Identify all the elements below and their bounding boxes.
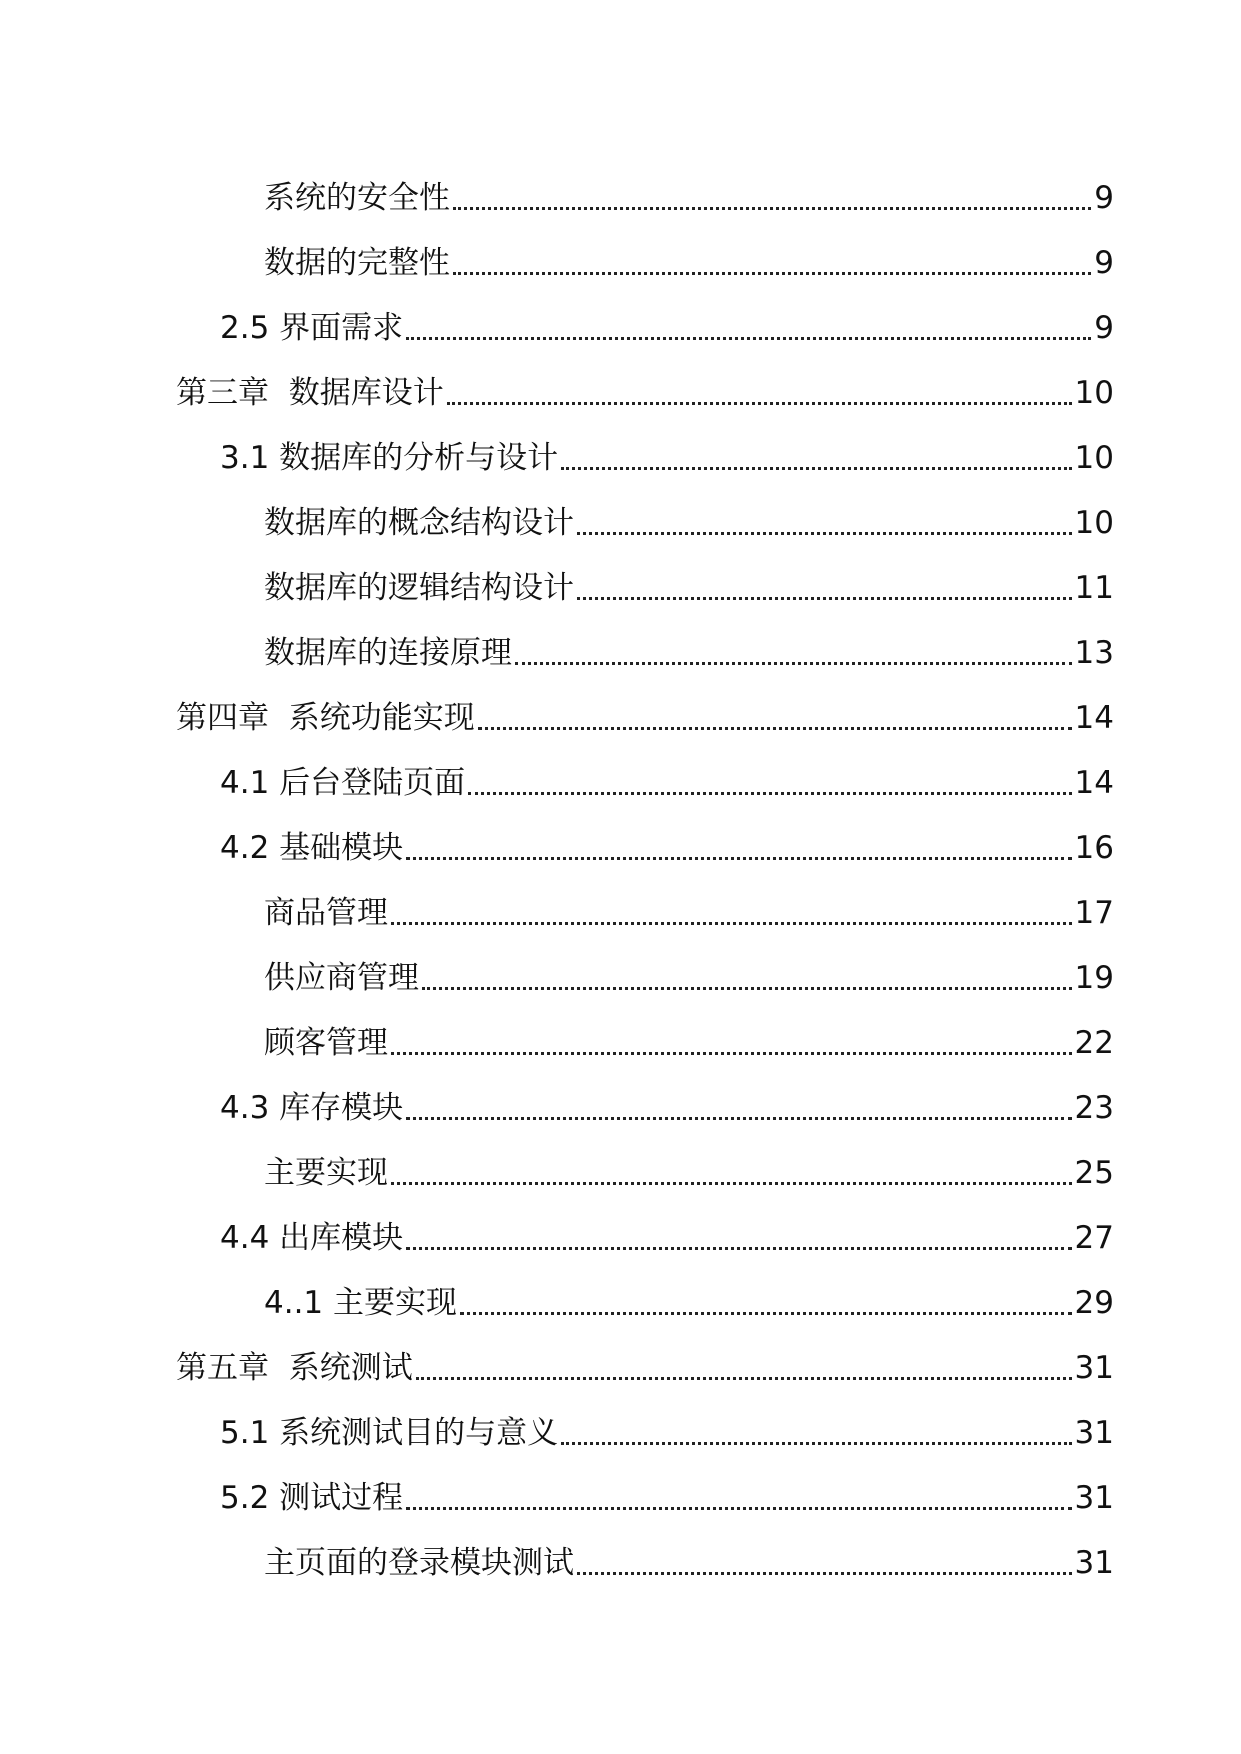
- dot-leader: [406, 1475, 1071, 1510]
- toc-entry-page: 29: [1074, 1285, 1114, 1321]
- toc-entry[interactable]: [0, 435, 1241, 500]
- toc-entry[interactable]: [0, 1020, 1241, 1085]
- toc-entry[interactable]: [0, 175, 1241, 240]
- toc-entry-page: 25: [1074, 1155, 1114, 1191]
- toc-entry-title: 4.2 基础模块: [220, 830, 404, 866]
- toc-entry-page: 10: [1074, 505, 1114, 541]
- table-of-contents: [0, 175, 1241, 1605]
- dot-leader: [478, 695, 1072, 730]
- toc-entry-page: 14: [1074, 765, 1114, 801]
- toc-entry[interactable]: [0, 370, 1241, 435]
- toc-entry[interactable]: [0, 1085, 1241, 1150]
- dot-leader: [416, 1345, 1072, 1380]
- toc-entry[interactable]: [0, 1280, 1241, 1345]
- dot-leader: [453, 175, 1091, 210]
- toc-entry-title: 3.1 数据库的分析与设计: [220, 440, 559, 476]
- dot-leader: [391, 890, 1072, 925]
- toc-entry-title: 商品管理: [264, 895, 388, 931]
- toc-entry[interactable]: [0, 1150, 1241, 1215]
- dot-leader: [561, 1410, 1071, 1445]
- toc-entry-page: 22: [1074, 1025, 1114, 1061]
- dot-leader: [577, 565, 1072, 600]
- toc-entry-page: 9: [1094, 245, 1114, 281]
- toc-entry-title: 数据的完整性: [264, 245, 450, 281]
- toc-entry-title: 数据库的概念结构设计: [264, 505, 574, 541]
- toc-entry-page: 31: [1074, 1415, 1114, 1451]
- toc-entry[interactable]: [0, 760, 1241, 825]
- toc-entry-page: 9: [1094, 310, 1114, 346]
- toc-entry[interactable]: [0, 305, 1241, 370]
- toc-entry-page: 9: [1094, 180, 1114, 216]
- dot-leader: [422, 955, 1072, 990]
- toc-entry-page: 14: [1074, 700, 1114, 736]
- toc-entry-title: 数据库的逻辑结构设计: [264, 570, 574, 606]
- toc-entry[interactable]: [0, 1345, 1241, 1410]
- toc-entry-title: 供应商管理: [264, 960, 419, 996]
- toc-entry-title: 4..1 主要实现: [264, 1285, 458, 1321]
- dot-leader: [406, 305, 1091, 340]
- toc-entry-page: 16: [1074, 830, 1114, 866]
- toc-entry-page: 31: [1074, 1480, 1114, 1516]
- dot-leader: [460, 1280, 1072, 1315]
- toc-entry-title: 2.5 界面需求: [220, 310, 404, 346]
- dot-leader: [515, 630, 1072, 665]
- toc-entry-page: 11: [1074, 570, 1114, 606]
- toc-entry-title: 4.4 出库模块: [220, 1220, 404, 1256]
- toc-entry-title: 主要实现: [264, 1155, 388, 1191]
- toc-entry-page: 31: [1074, 1545, 1114, 1581]
- toc-entry[interactable]: [0, 1410, 1241, 1475]
- dot-leader: [406, 1085, 1071, 1120]
- dot-leader: [406, 1215, 1071, 1250]
- toc-entry-page: 10: [1074, 375, 1114, 411]
- toc-entry-page: 27: [1074, 1220, 1114, 1256]
- toc-entry-title: 第五章 系统测试: [176, 1350, 413, 1386]
- toc-entry-page: 17: [1074, 895, 1114, 931]
- dot-leader: [577, 500, 1072, 535]
- dot-leader: [391, 1150, 1072, 1185]
- dot-leader: [406, 825, 1071, 860]
- toc-entry-page: 10: [1074, 440, 1114, 476]
- toc-entry-page: 19: [1074, 960, 1114, 996]
- toc-entry[interactable]: [0, 565, 1241, 630]
- toc-entry-title: 主页面的登录模块测试: [264, 1545, 574, 1581]
- dot-leader: [577, 1540, 1072, 1575]
- toc-entry-title: 系统的安全性: [264, 180, 450, 216]
- toc-entry[interactable]: [0, 1540, 1241, 1605]
- toc-entry[interactable]: [0, 890, 1241, 955]
- toc-entry-page: 13: [1074, 635, 1114, 671]
- dot-leader: [468, 760, 1071, 795]
- toc-entry[interactable]: [0, 955, 1241, 1020]
- dot-leader: [391, 1020, 1072, 1055]
- toc-entry-title: 第三章 数据库设计: [176, 375, 444, 411]
- toc-entry[interactable]: [0, 240, 1241, 305]
- toc-entry[interactable]: [0, 500, 1241, 565]
- toc-entry[interactable]: [0, 695, 1241, 760]
- dot-leader: [561, 435, 1071, 470]
- toc-entry-title: 4.3 库存模块: [220, 1090, 404, 1126]
- toc-entry-title: 5.2 测试过程: [220, 1480, 404, 1516]
- toc-entry[interactable]: [0, 1215, 1241, 1280]
- toc-entry-title: 顾客管理: [264, 1025, 388, 1061]
- toc-entry[interactable]: [0, 630, 1241, 695]
- toc-entry-title: 第四章 系统功能实现: [176, 700, 475, 736]
- dot-leader: [453, 240, 1091, 275]
- toc-entry[interactable]: [0, 1475, 1241, 1540]
- toc-entry[interactable]: [0, 825, 1241, 890]
- toc-entry-title: 4.1 后台登陆页面: [220, 765, 466, 801]
- toc-entry-page: 31: [1074, 1350, 1114, 1386]
- dot-leader: [447, 370, 1072, 405]
- toc-entry-title: 数据库的连接原理: [264, 635, 512, 671]
- toc-entry-page: 23: [1074, 1090, 1114, 1126]
- toc-entry-title: 5.1 系统测试目的与意义: [220, 1415, 559, 1451]
